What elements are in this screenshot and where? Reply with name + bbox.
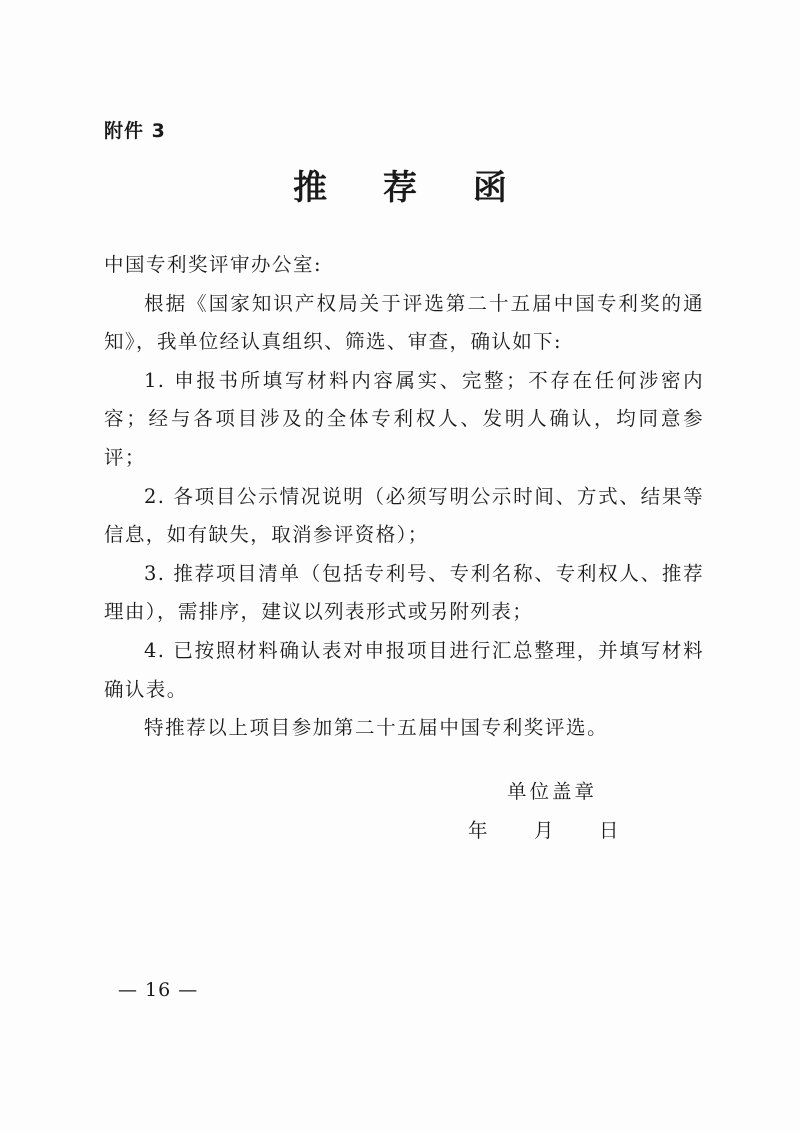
date-year: 年 [468, 819, 488, 842]
date-month: 月 [534, 819, 554, 842]
closing-sentence: 特推荐以上项目参加第二十五届中国专利奖评选。 [144, 716, 609, 740]
item-3: 3. 推荐项目清单（包括专利号、专利名称、专利权人、推荐理由），需排序，建议以列表形式或另附列表； [104, 561, 704, 624]
attachment-label: 附件 3 [104, 120, 166, 142]
intro-paragraph: 根据《国家知识产权局关于评选第二十五届中国专利奖的通知》，我单位经认真组织、筛选、审查，确认如下: [104, 291, 704, 354]
item-4: 4. 已按照材料确认表对申报项目进行汇总整理，并填写材料确认表。 [104, 638, 704, 701]
date-day: 日 [599, 819, 619, 842]
item-1: 1. 申报书所填写材料内容属实、完整；不存在任何涉密内容；经与各项目涉及的全体专利权人、发明人确认，均同意参评； [104, 368, 704, 469]
letter-body [104, 246, 704, 748]
item-2: 2. 各项目公示情况说明（必须写明公示时间、方式、结果等信息，如有缺失，取消参评资格）； [104, 484, 704, 547]
seal-label: 单位盖章 [507, 780, 598, 803]
page-number: — 16 — [118, 979, 199, 1001]
salutation: 中国专利奖评审办公室: [104, 253, 323, 276]
document-title: 推 荐 函 [293, 168, 529, 208]
